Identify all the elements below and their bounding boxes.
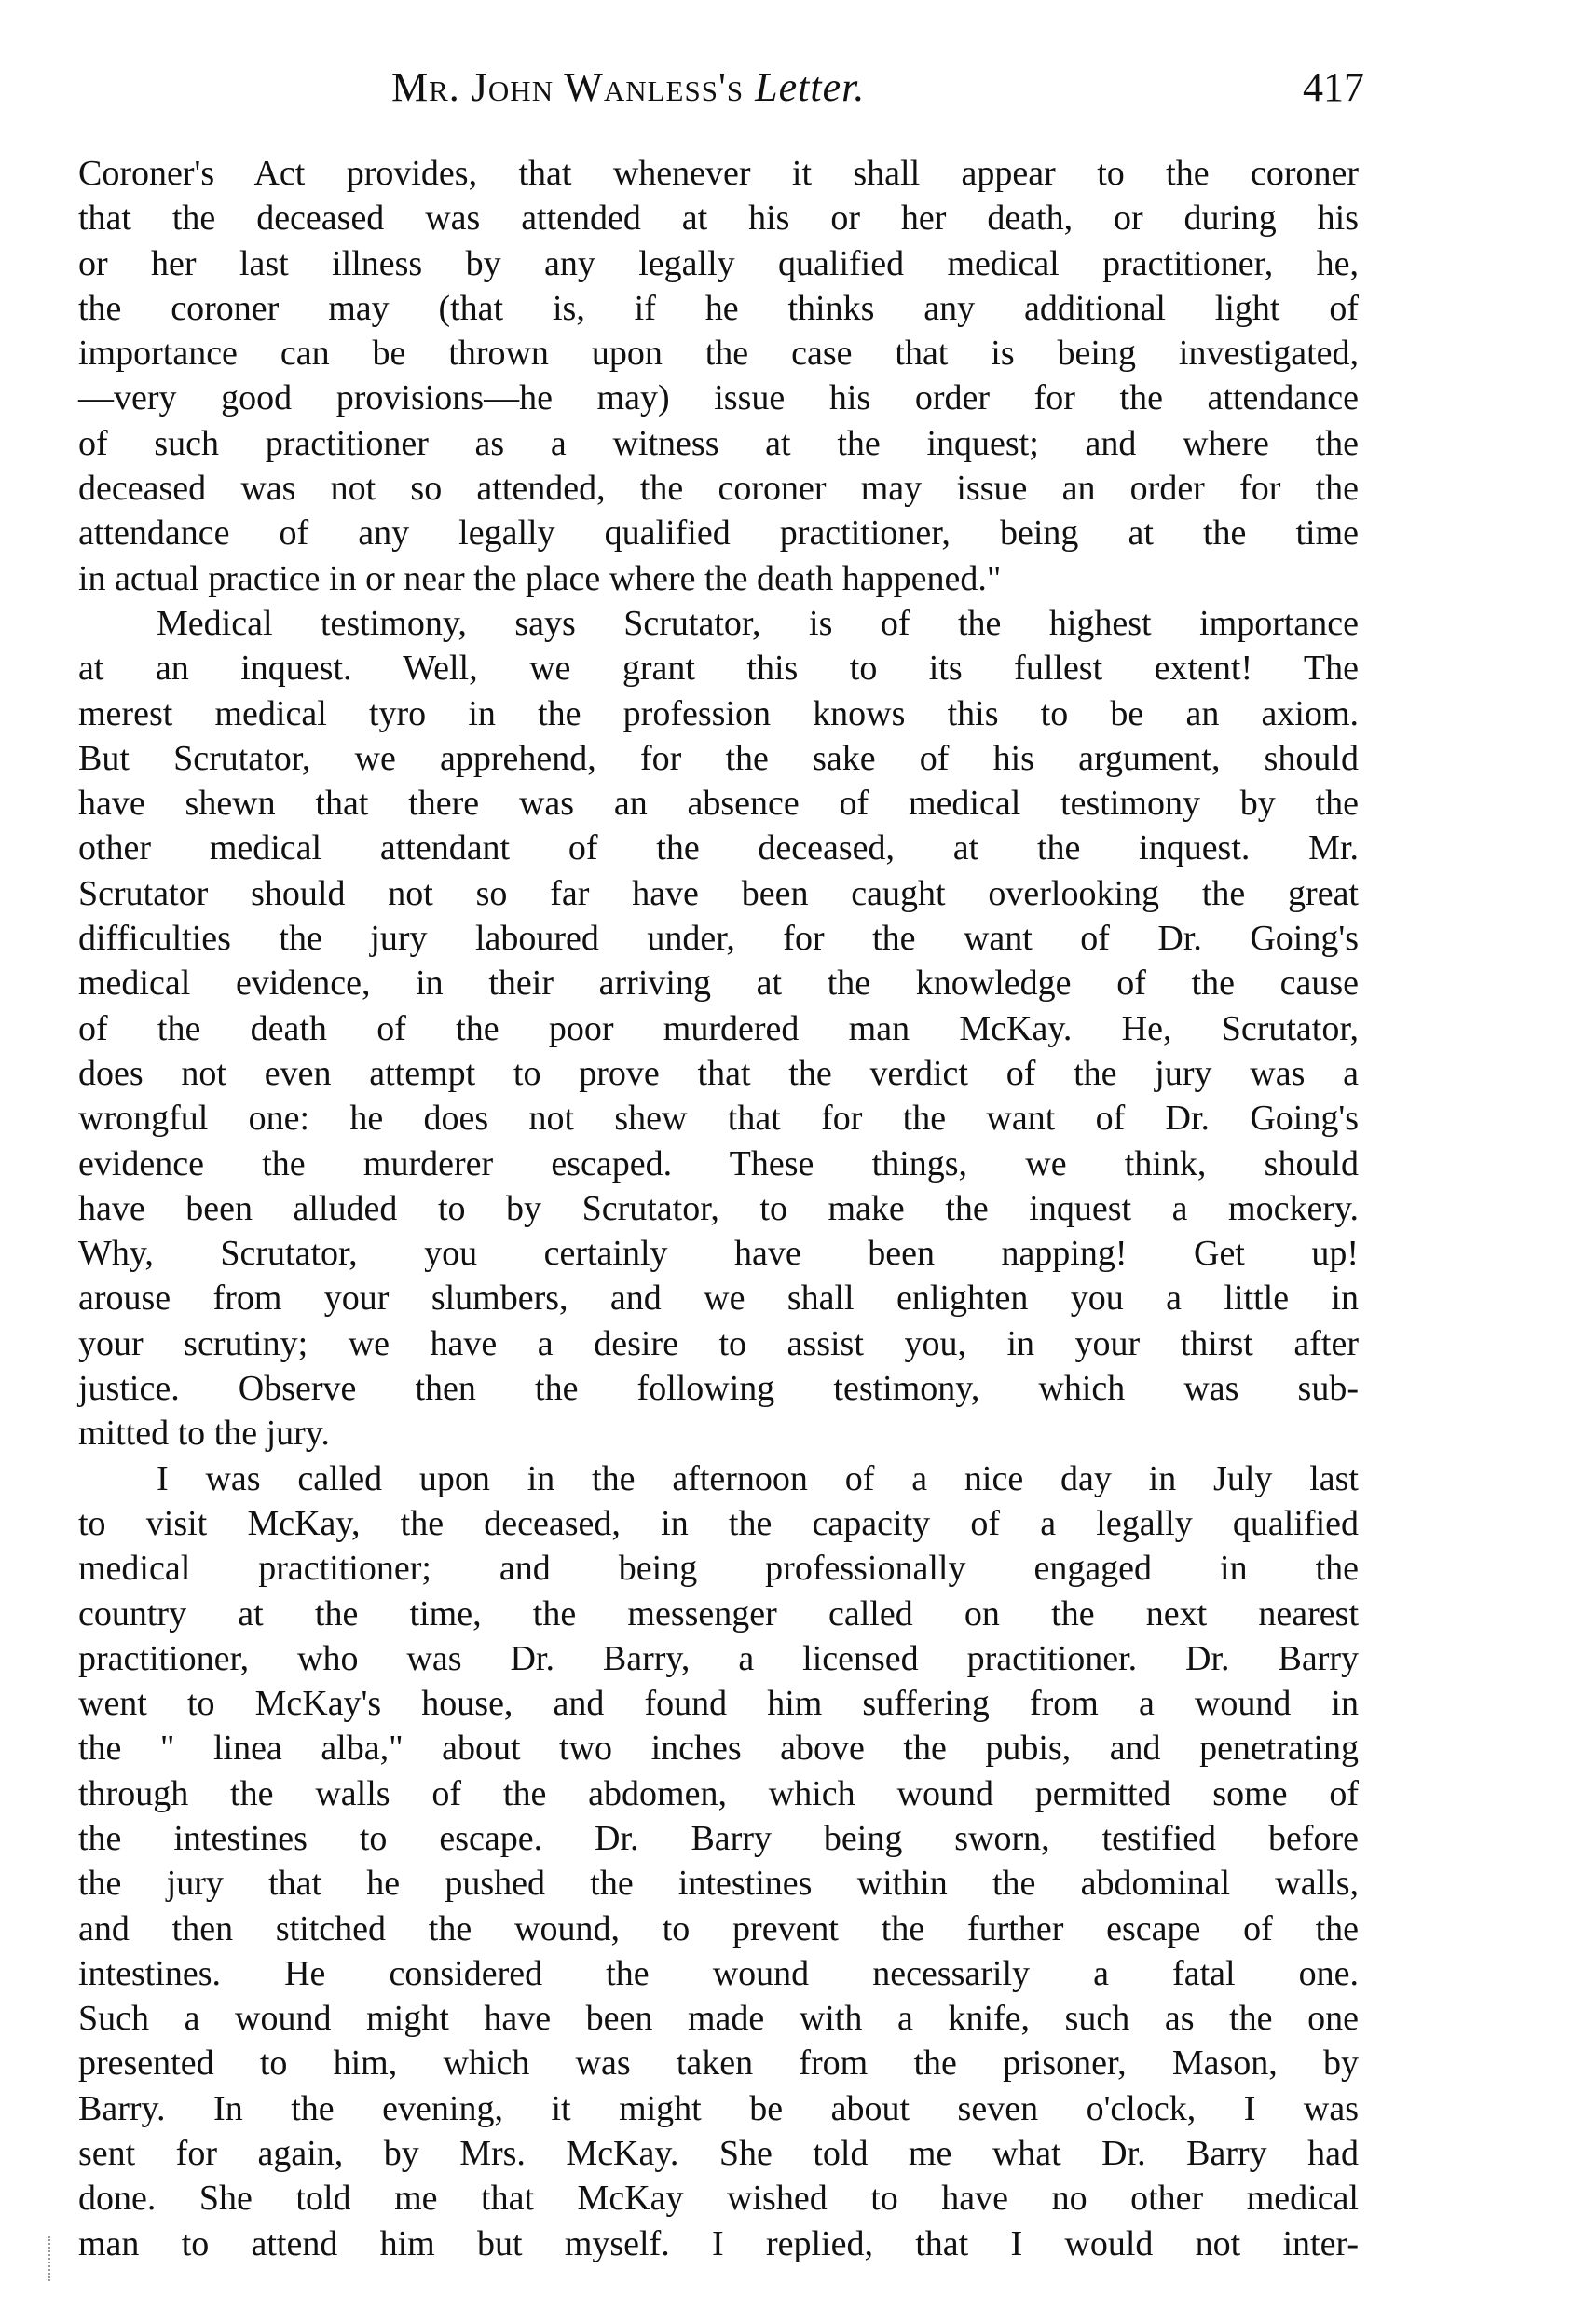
text-line: that the deceased was attended at his or her death, or during his (78, 198, 1359, 239)
text-line: the coroner may (that is, if he thinks any additional light of (78, 288, 1359, 328)
text-line: man to attend him but myself. I replied, that I would not inter- (78, 2223, 1359, 2263)
text-line: attendance of any legally qualified practitioner, being at the time (78, 513, 1359, 554)
body-text (78, 151, 1359, 2266)
text-line: of the death of the poor murdered man McKay. He, Scrutator, (78, 1008, 1359, 1048)
text-line: But Scrutator, we apprehend, for the sake of his argument, should (78, 738, 1359, 778)
text-line: done. She told me that McKay wished to have no other medical (78, 2179, 1359, 2219)
text-line: went to McKay's house, and found him suffering from a wound in (78, 1684, 1359, 1724)
text-line: in actual practice in or near the place where the death happened." (78, 558, 1002, 598)
text-line: —very good provisions—he may) issue his order for the attendance (78, 378, 1359, 418)
running-title (391, 63, 865, 111)
text-line: at an inquest. Well, we grant this to its fullest extent! The (78, 649, 1359, 689)
text-line: have been alluded to by Scrutator, to make the inquest a mockery. (78, 1188, 1359, 1228)
text-line: importance can be thrown upon the case that is being investigated, (78, 334, 1359, 374)
text-line: have shewn that there was an absence of medical testimony by the (78, 784, 1359, 824)
running-title-prefix: Mr. John Wanless's (391, 64, 745, 110)
text-line: Medical testimony, says Scrutator, is of the highest importance (157, 603, 1359, 643)
text-line: of such practitioner as a witness at the inquest; and where the (78, 423, 1359, 463)
text-line: merest medical tyro in the profession knows this to be an axiom. (78, 693, 1359, 733)
text-line: does not even attempt to prove that the verdict of the jury was a (78, 1053, 1359, 1093)
text-line: mitted to the jury. (78, 1414, 330, 1454)
text-line: deceased was not so attended, the coroner may issue an order for the (78, 469, 1359, 509)
margin-mark (48, 2236, 52, 2281)
page-number: 417 (1303, 64, 1364, 110)
text-line: Barry. In the evening, it might be about seven o'clock, I was (78, 2088, 1359, 2128)
text-line: to visit McKay, the deceased, in the capacity of a legally qualified (78, 1503, 1359, 1543)
text-line: the jury that he pushed the intestines within the abdominal walls, (78, 1864, 1359, 1904)
text-line: intestines. He considered the wound necessarily a fatal one. (78, 1953, 1359, 1993)
text-line: through the walls of the abdomen, which wound permitted some of (78, 1773, 1359, 1813)
running-title-suffix: Letter. (755, 64, 866, 110)
text-line: arouse from your slumbers, and we shall enlighten you a little in (78, 1278, 1359, 1319)
text-line: justice. Observe then the following testimony, which was sub- (78, 1369, 1359, 1409)
text-line: difficulties the jury laboured under, for the want of Dr. Going's (78, 919, 1359, 959)
text-line: and then stitched the wound, to prevent the further escape of the (78, 1908, 1359, 1948)
text-line: presented to him, which was taken from the prisoner, Mason, by (78, 2044, 1359, 2084)
text-line: practitioner, who was Dr. Barry, a licensed practitioner. Dr. Barry (78, 1638, 1359, 1678)
text-line: Such a wound might have been made with a knife, such as the one (78, 1999, 1359, 2039)
text-line: your scrutiny; we have a desire to assist you, in your thirst after (78, 1323, 1359, 1363)
text-line: medical practitioner; and being professionally engaged in the (78, 1549, 1359, 1589)
text-line: the " linea alba," about two inches above the pubis, and penetrating (78, 1729, 1359, 1769)
text-line: medical evidence, in their arriving at the knowledge of the cause (78, 964, 1359, 1004)
text-line: country at the time, the messenger called on the next nearest (78, 1593, 1359, 1634)
text-line: or her last illness by any legally qualified medical practitioner, he, (78, 243, 1359, 283)
text-line: Why, Scrutator, you certainly have been napping! Get up! (78, 1234, 1359, 1274)
running-head (0, 63, 1573, 129)
text-line: other medical attendant of the deceased, at the inquest. Mr. (78, 828, 1359, 868)
text-line: sent for again, by Mrs. McKay. She told me what Dr. Barry had (78, 2134, 1359, 2174)
text-line: Scrutator should not so far have been caught overlooking the great (78, 873, 1359, 913)
text-line: the intestines to escape. Dr. Barry being sworn, testified before (78, 1818, 1359, 1858)
text-line: Coroner's Act provides, that whenever it shall appear to the coroner (78, 154, 1359, 193)
text-line: evidence the murderer escaped. These things, we think, should (78, 1143, 1359, 1183)
text-line: wrongful one: he does not shew that for the want of Dr. Going's (78, 1099, 1359, 1139)
text-line: I was called upon in the afternoon of a nice day in July last (157, 1458, 1359, 1498)
